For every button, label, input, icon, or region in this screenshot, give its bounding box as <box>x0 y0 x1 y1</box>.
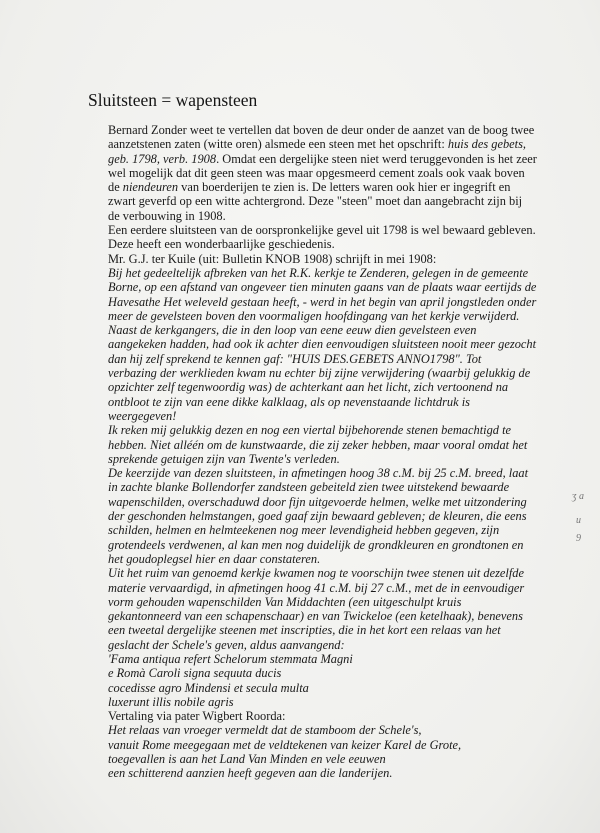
text-line <box>108 523 537 537</box>
text-segment: verbazing der werklieden kwam nu echter bij zijne verwijdering (waarbij gelukkig de <box>108 366 531 381</box>
text-segment: cocedisse agro Mindensi et secula multa <box>108 680 309 695</box>
text-segment: huis des gebets, <box>447 137 527 152</box>
text-segment: Het relaas van vroeger vermeldt dat de stamboom der Schele's, <box>108 723 422 738</box>
text-segment: aangekeken hadden, had ook ik achter dien eenvoudigen sluitsteen nooit meer gezocht <box>108 337 537 352</box>
text-line <box>108 166 537 180</box>
text-line <box>108 609 537 623</box>
text-segment: Vertaling via pater Wigbert Roorda: <box>108 709 286 724</box>
text-line <box>108 423 537 437</box>
text-segment: Havesathe Het weleveld gestaan heeft, - werd in het begin van april jongstleden onder <box>108 294 537 309</box>
text-line <box>108 666 537 680</box>
text-line <box>108 323 537 337</box>
text-line <box>108 652 537 666</box>
text-line <box>108 623 537 637</box>
text-segment: vorm gehouden wapenschilden Van Middachten (een uitgeschulpt kruis <box>108 594 462 609</box>
text-segment: gekantonneerd van een schapenschaar) en van Twickeloe (een ketelhaak), benevens <box>108 609 523 624</box>
text-segment: grotendeels verdwenen, al kan men nog duidelijk de grondkleuren en grondtonen en <box>108 537 524 552</box>
text-line <box>108 738 537 752</box>
text-line <box>108 252 537 266</box>
text-line <box>108 581 537 595</box>
text-segment: Borne, op een afstand van ongeveer tien minuten gaans van de plaats waar eertijds de <box>108 280 537 295</box>
text-line <box>108 223 537 237</box>
text-segment: opzichter zelf tegenwoordig was) de achterkant aan het licht, zich vertoonend na <box>108 380 509 395</box>
text-line <box>108 309 537 323</box>
text-segment: materie vervaardigd, in afmetingen hoog 41 c.M. bij 27 c.M., met de in eenvoudiger <box>108 580 525 595</box>
text-segment: dan hij zelf sprekend te kennen gaf: "HUIS DES.GEBETS ANNO1798". Tot <box>108 351 482 366</box>
text-line <box>108 538 537 552</box>
text-segment: het goudoplegsel hier en daar constateren. <box>108 551 321 566</box>
text-line <box>108 438 537 452</box>
text-segment: Naast de kerkgangers, die in den loop van eene eeuw dien gevelsteen even <box>108 323 477 338</box>
text-line <box>108 380 537 394</box>
text-line <box>108 452 537 466</box>
text-segment: Bernard Zonder weet te vertellen dat boven de deur onder de aanzet van de boog twee <box>108 123 535 137</box>
text-segment: de <box>108 180 123 195</box>
text-segment: toegevallen is aan het Land Van Minden en vele eeuwen <box>108 752 386 767</box>
text-segment: schilden, helmen en helmteekenen nog meer levendigheid hebben gegeven, zijn <box>108 523 500 538</box>
text-line <box>108 266 537 280</box>
text-line <box>108 366 537 380</box>
text-line <box>108 295 537 309</box>
page-title: Sluitsteen = wapensteen <box>88 90 258 110</box>
text-line <box>108 280 537 294</box>
text-line <box>108 409 537 423</box>
text-line <box>108 194 537 208</box>
text-segment: Deze heeft een wonderbaarlijke geschiedenis. <box>108 237 335 252</box>
text-segment: luxerunt illis nobile agris <box>108 694 234 709</box>
text-line <box>108 566 537 580</box>
handwritten-margin-note: 9 <box>576 533 581 544</box>
text-segment: wapenschilden, overschaduwd door fijn uitgevoerde helmen, welke met uitzondering <box>108 494 527 509</box>
text-line <box>108 552 537 566</box>
text-segment: van boerderijen te zien is. De letters waren ook hier er ingegrift en <box>178 180 511 195</box>
text-line <box>108 480 537 494</box>
text-segment: weergegeven! <box>108 408 177 423</box>
text-segment: Uit het ruim van genoemd kerkje kwamen nog te voorschijn twee stenen uit dezelfde <box>108 566 525 581</box>
text-segment: . Omdat een dergelijke steen niet werd teruggevonden is het zeer <box>216 151 537 166</box>
text-segment: meer de gevelsteen boven den voormaligen hoofdingang van het kerkje verwijderd. <box>108 308 520 323</box>
text-line <box>108 180 537 194</box>
text-segment: Mr. G.J. ter Kuile (uit: Bulletin KNOB 1908) schrijft in mei 1908: <box>108 251 437 266</box>
text-line <box>108 766 537 780</box>
text-segment: 'Fama antiqua refert Schelorum stemmata Magni <box>108 651 353 666</box>
text-line <box>108 123 537 137</box>
text-segment: een schitterend aanzien heeft gegeven aan die landerijen. <box>108 766 393 781</box>
text-segment: Ik reken mij gelukkig dezen en nog een viertal bijbehorende stenen bemachtigd te <box>108 423 512 438</box>
text-line <box>108 209 537 223</box>
text-segment: der geschonden helmstangen, goed gaaf zijn bewaard gebleven; de kleuren, die eens <box>108 509 527 524</box>
text-line <box>108 466 537 480</box>
text-segment: vanuit Rome meegegaan met de veldtekenen van keizer Karel de Grote, <box>108 737 462 752</box>
document-body <box>108 123 537 781</box>
text-line <box>108 681 537 695</box>
text-line <box>108 509 537 523</box>
text-segment: in zachte blanke Bollendorfer zandsteen gebeiteld zien twee uitstekend bewaarde <box>108 480 510 495</box>
text-segment: hebben. Niet alléén om de kunstwaarde, die zij zeker hebben, maar vooral omdat het <box>108 437 528 452</box>
text-segment: De keerzijde van dezen sluitsteen, in afmetingen hoog 38 c.M. bij 25 c.M. breed, laat <box>108 466 529 481</box>
text-line <box>108 237 537 251</box>
text-segment: sprekende getuigen zijn van Twente's verleden. <box>108 451 340 466</box>
text-line <box>108 395 537 409</box>
text-line <box>108 752 537 766</box>
text-line <box>108 595 537 609</box>
text-line <box>108 495 537 509</box>
text-line <box>108 152 537 166</box>
text-line <box>108 695 537 709</box>
text-segment: geslacht der Schele's geven, aldus aanvangend: <box>108 637 345 652</box>
text-segment: zwart geverfd op een witte achtergrond. Deze "steen" moet dan aangebracht zijn bij <box>108 194 523 209</box>
text-segment: een tweetal dergelijke steenen met inscripties, die in het kort een relaas van het <box>108 623 501 638</box>
text-segment: niendeuren <box>122 180 179 195</box>
text-line <box>108 638 537 652</box>
text-segment: Een eerdere sluitsteen van de oorspronkelijke gevel uit 1798 is wel bewaard gebleven. <box>108 223 536 238</box>
text-segment: ontbloot te zijn van eene dikke kalklaag, als op nevenstaande lichtdruk is <box>108 394 470 409</box>
handwritten-margin-note: ʒ a <box>572 491 584 502</box>
text-line <box>108 723 537 737</box>
text-line <box>108 709 537 723</box>
text-line <box>108 352 537 366</box>
text-line <box>108 337 537 351</box>
text-line <box>108 137 537 151</box>
text-segment: e Romà Caroli signa sequuta ducis <box>108 666 282 681</box>
text-segment: geb. 1798, verb. 1908 <box>108 151 217 166</box>
text-segment: wel mogelijk dat dit geen steen was maar opgesmeerd cement zoals ook vaak boven <box>108 165 525 180</box>
text-segment: de verbouwing in 1908. <box>108 208 226 223</box>
text-segment: aanzetstenen zaten (witte oren) alsmede een steen met het opschrift: <box>108 137 448 152</box>
handwritten-margin-note: u <box>576 515 581 526</box>
text-segment: Bij het gedeeltelijk afbreken van het R.K. kerkje te Zenderen, gelegen in de gemeente <box>108 265 529 280</box>
